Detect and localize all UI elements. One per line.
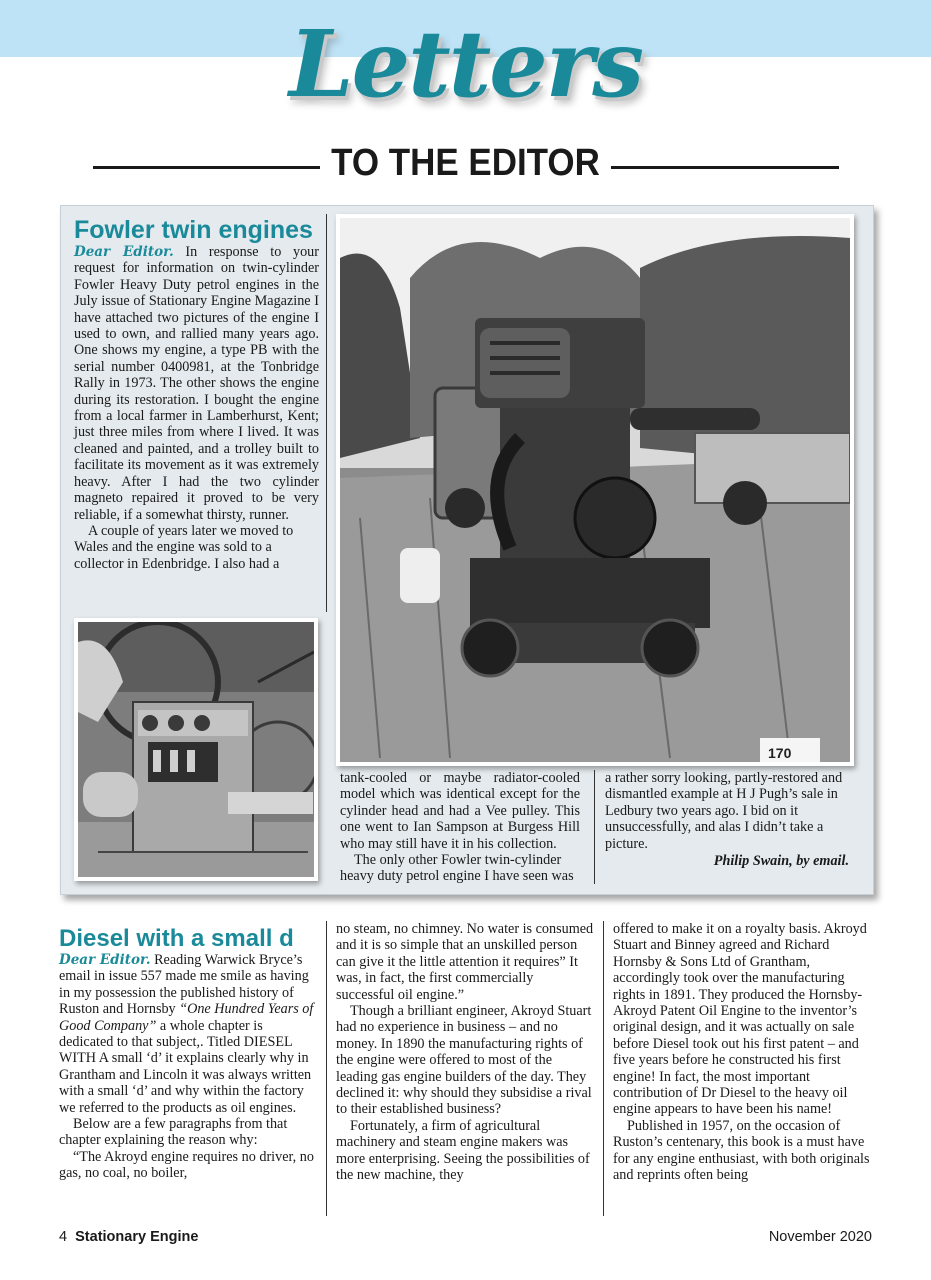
letter-fowler-panel [60, 205, 874, 895]
magazine-name: Stationary Engine [75, 1229, 199, 1245]
letter1-column1 [74, 216, 319, 572]
letter2-paragraph-1b: a whole chapter is dedicated to that subject,. Titled DIESEL WITH A small ‘d’ it explains clearly why in Grantham and Lincoln it was always written with a small ‘d’ and why within the factory we referred to the products as oil engines. [59, 1017, 312, 1116]
restoration-photo [74, 618, 318, 881]
page-footer-left [59, 1229, 198, 1245]
letter2-paragraph-6: Fortunately, a firm of agricultural machinery and steam engine makers was more enterprising. Seeing the possibilities of the new machine, they [336, 1117, 590, 1184]
column-divider [594, 770, 595, 884]
column-divider [603, 921, 604, 1216]
letter1-paragraph-2: A couple of years later we moved to Wales and the engine was sold to a collector in Edenbridge. I also had a [74, 522, 294, 572]
letter1-paragraph-4: The only other Fowler twin-cylinder heavy duty petrol engine I have seen was [340, 852, 574, 885]
tonbridge-rally-photo [336, 214, 854, 766]
letter2-column2 [336, 921, 594, 1184]
letter2-column1 [59, 926, 317, 1182]
letter2-paragraph-4: no steam, no chimney. No water is consumed and it is so simple that an unskilled person can give it the little attention it requires” It was, in fact, the first commercially successful oil engine.” [336, 921, 594, 1003]
letter1-salutation: Dear Editor. [74, 244, 174, 260]
letter1-paragraph-5: a rather sorry looking, partly-restored and dismantled example at H J Pugh’s sale in Ledbury two years ago. I bid on it unsuccessfully, and alas I didn’t take a picture. [605, 770, 843, 852]
letter2-heading: Diesel with a small d [59, 925, 294, 952]
letters-title: Letters [288, 10, 642, 118]
issue-date: November 2020 [768, 1229, 872, 1245]
letter1-paragraph-1: In response to your request for information on twin-cylinder Fowler Heavy Duty petrol engines in the July issue of Stationary Engine Magazine I have attached two pictures of the engine I used to own, and rallied many years ago. One shows my engine, a type PB with the serial number 0400981, at the Tonbridge Rally in 1973. The other shows the engine during its restoration. I bought the engine from a local farmer in Lamberhurst, Kent; just three miles from where I lived. It was cleaned and painted, and a trolley built to facilitate its movement as it was extremely heavy. After I had the two cylinder magneto repaired it proved to be very reliable, if a somewhat thirsty, runner. [74, 244, 319, 523]
letter2-salutation: Dear Editor. [59, 952, 151, 968]
letter1-column2 [340, 770, 580, 885]
letter1-column3 [605, 770, 855, 869]
letter2-book-title: “One Hundred Years of Good Company” [59, 1001, 314, 1034]
letter2-paragraph-3: “The Akroyd engine requires no driver, no gas, no coal, no boiler, [59, 1148, 314, 1182]
letter2-paragraph-2: Below are a few paragraphs from that chapter explaining the reason why: [59, 1116, 288, 1149]
letter2-column3 [613, 921, 875, 1184]
letter2-paragraph-1a: Reading Warwick Bryce’s email in issue 557 made me smile as having in my possession the published history of Ruston and Hornsby [59, 952, 309, 1018]
column-divider [326, 921, 327, 1216]
restoration-photo-image [78, 622, 314, 877]
to-the-editor-subtitle: TO THE EDITOR [331, 142, 600, 184]
letter1-paragraph-3: tank-cooled or maybe radiator-cooled model which was identical except for the cylinder head and had a Vee pulley. This one went to Ian Sampson at Burgess Hill who may still have it in his collection. [340, 770, 580, 852]
letter1-signature: Philip Swain, by email. [713, 853, 849, 870]
column-divider [326, 214, 327, 612]
letter2-paragraph-7: offered to make it on a royalty basis. Akroyd Stuart and Binney agreed and Richard Hornsby & Sons Ltd of Grantham, accordingly took over the manufacturing rights in 1891. They produced the Hornsby-Akroyd Patent Oil Engine to the inventor’s original design, and it was actually on sale before Diesel took out his first patent – and five years before he constructed his first engine! In fact, the most important contribution of Dr Diesel to the heavy oil engine appears to have been his name! [613, 921, 867, 1118]
letter1-heading: Fowler twin engines [74, 216, 313, 244]
rally-number-tag: 170 [768, 745, 792, 761]
letter2-paragraph-5: Though a brilliant engineer, Akroyd Stuart had no experience in business – and no money. In 1890 the manufacturing rights of the engine were offered to most of the leading gas engine builders of the day. They declined it: why should they subsidise a rival to their established business? [336, 1003, 592, 1118]
page-number: 4 [59, 1229, 68, 1245]
letter2-paragraph-8: Published in 1957, on the occasion of Ruston’s centenary, this book is a must have for any engine enthusiast, with both originals and reprints often being [613, 1117, 870, 1184]
rally-photo-image [340, 218, 850, 762]
